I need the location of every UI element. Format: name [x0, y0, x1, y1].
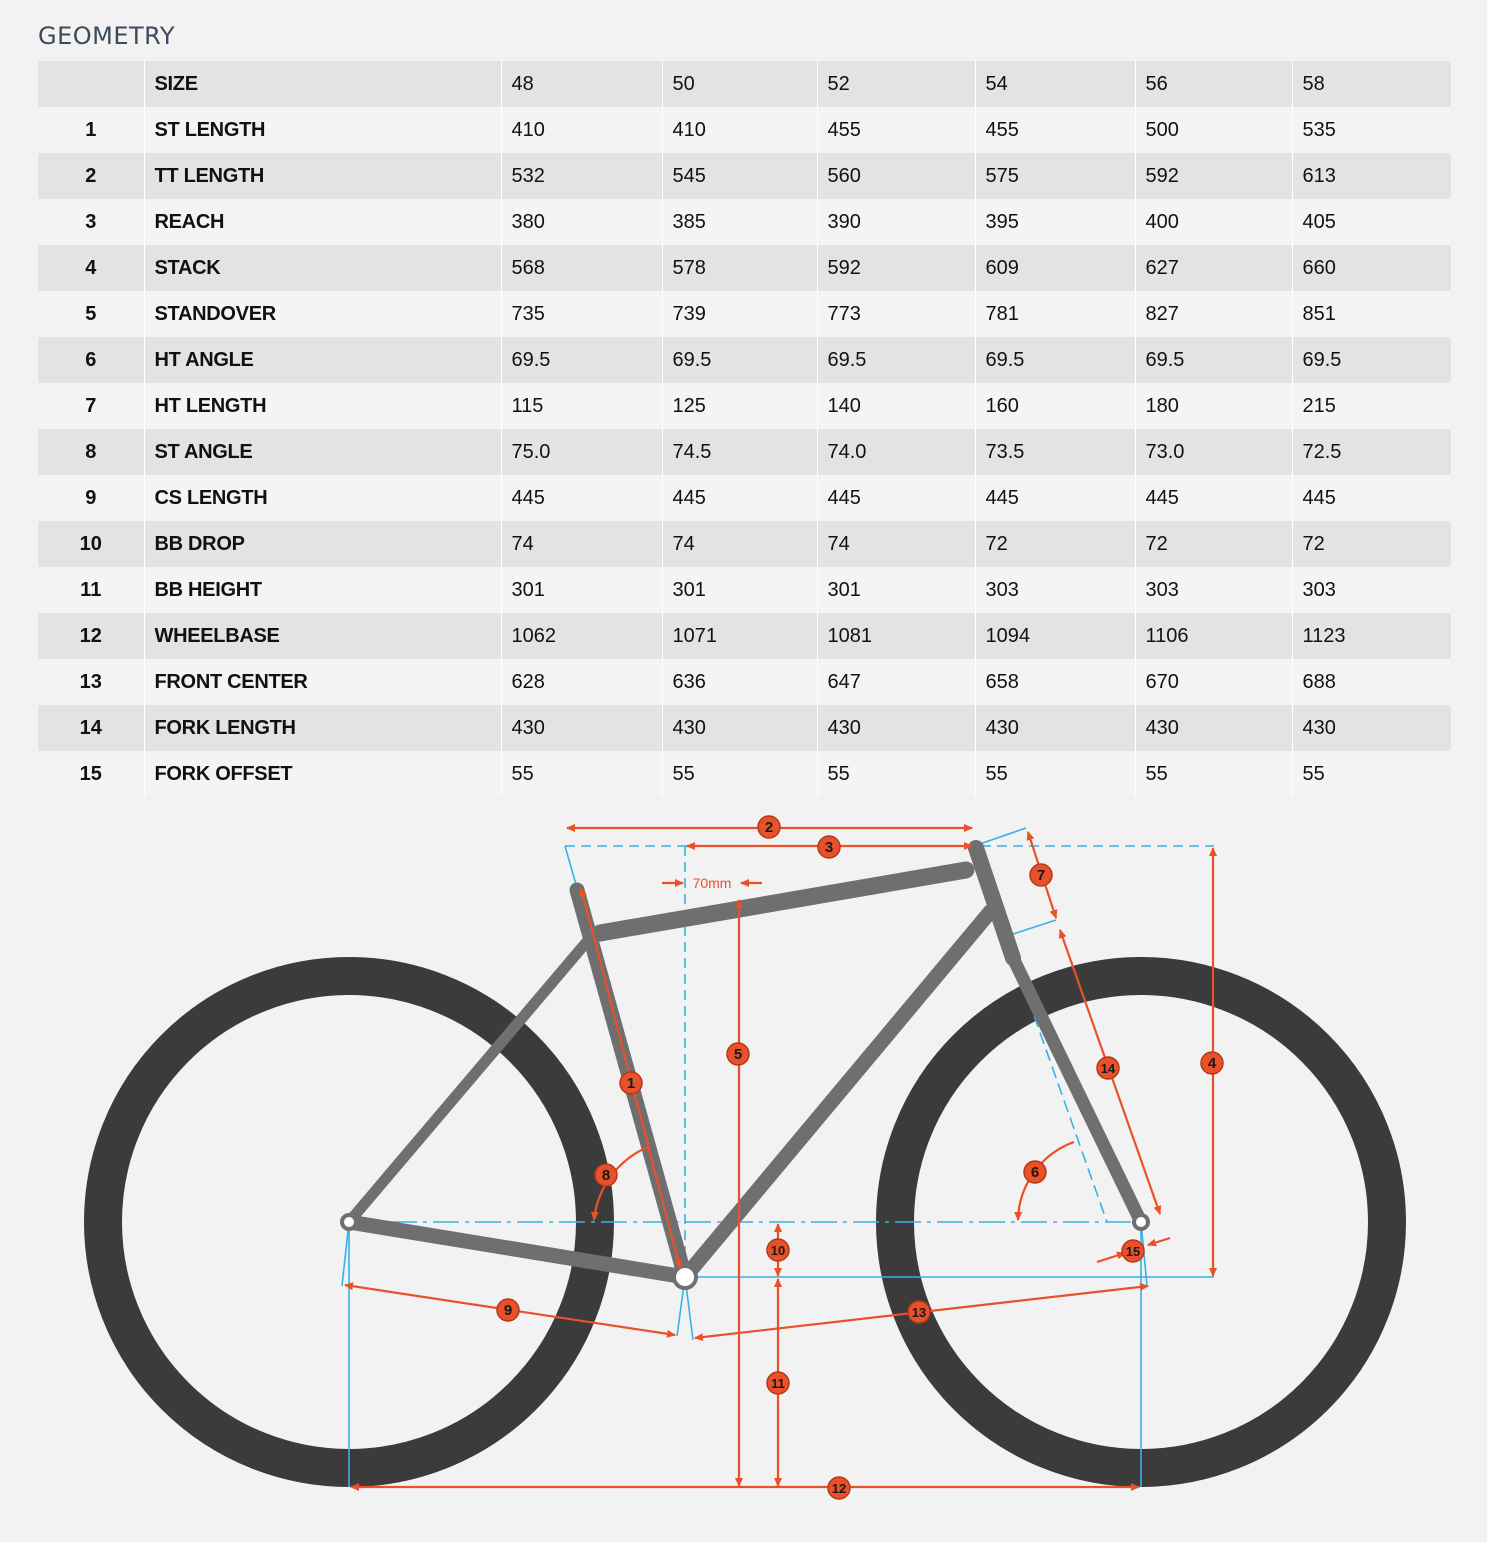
table-cell: 851 — [1292, 291, 1451, 337]
size-column-header: 52 — [817, 61, 975, 107]
table-cell: 74 — [662, 521, 817, 567]
table-cell: 658 — [975, 659, 1135, 705]
marker-label-5: 5 — [733, 1046, 743, 1063]
table-cell: 301 — [662, 567, 817, 613]
table-cell: 535 — [1292, 107, 1451, 153]
table-cell: 445 — [1292, 475, 1451, 521]
table-cell: 575 — [975, 153, 1135, 199]
table-cell: 445 — [975, 475, 1135, 521]
table-cell: 532 — [501, 153, 662, 199]
table-cell: 455 — [975, 107, 1135, 153]
table-cell: 69.5 — [662, 337, 817, 383]
table-cell: 609 — [975, 245, 1135, 291]
table-cell: 1071 — [662, 613, 817, 659]
size-column-header: 50 — [662, 61, 817, 107]
table-cell: 74 — [501, 521, 662, 567]
table-cell: 592 — [817, 245, 975, 291]
table-cell: 627 — [1135, 245, 1292, 291]
table-row — [38, 383, 1451, 429]
table-cell: 592 — [1135, 153, 1292, 199]
size-column-header: 56 — [1135, 61, 1292, 107]
page-title: GEOMETRY — [38, 22, 175, 50]
offset-label: 70mm — [692, 875, 732, 891]
row-number: 3 — [38, 199, 144, 245]
table-cell: 395 — [975, 199, 1135, 245]
table-cell: 628 — [501, 659, 662, 705]
table-row — [38, 245, 1451, 291]
size-column-header: 58 — [1292, 61, 1451, 107]
table-cell: 215 — [1292, 383, 1451, 429]
row-number: 2 — [38, 153, 144, 199]
marker-label-13: 13 — [911, 1305, 927, 1320]
table-cell: 1094 — [975, 613, 1135, 659]
table-row — [38, 567, 1451, 613]
table-cell: 55 — [501, 751, 662, 797]
table-row — [38, 475, 1451, 521]
table-cell: 688 — [1292, 659, 1451, 705]
table-row — [38, 199, 1451, 245]
table-cell: 430 — [1292, 705, 1451, 751]
table-cell: 636 — [662, 659, 817, 705]
table-cell: 430 — [975, 705, 1135, 751]
table-row — [38, 153, 1451, 199]
table-cell: 74 — [817, 521, 975, 567]
table-cell: 385 — [662, 199, 817, 245]
table-cell: 55 — [662, 751, 817, 797]
size-header: SIZE — [144, 61, 501, 107]
bottom-bracket — [674, 1266, 696, 1288]
table-cell: 1106 — [1135, 613, 1292, 659]
row-number: 9 — [38, 475, 144, 521]
marker-label-12: 12 — [831, 1481, 847, 1496]
rear-axle — [342, 1215, 356, 1229]
measurement-label: HT ANGLE — [144, 337, 501, 383]
row-number: 11 — [38, 567, 144, 613]
table-cell: 115 — [501, 383, 662, 429]
table-cell: 55 — [817, 751, 975, 797]
table-cell: 445 — [662, 475, 817, 521]
table-cell: 445 — [501, 475, 662, 521]
marker-label-3: 3 — [824, 839, 834, 856]
row-number: 4 — [38, 245, 144, 291]
table-row — [38, 751, 1451, 797]
table-cell: 670 — [1135, 659, 1292, 705]
table-cell: 55 — [1135, 751, 1292, 797]
bike-geometry-diagram — [0, 800, 1487, 1542]
table-cell: 430 — [817, 705, 975, 751]
table-row — [38, 659, 1451, 705]
table-cell: 400 — [1135, 199, 1292, 245]
measurement-label: FORK LENGTH — [144, 705, 501, 751]
table-cell: 1062 — [501, 613, 662, 659]
measurement-label: ST ANGLE — [144, 429, 501, 475]
table-row — [38, 337, 1451, 383]
measurement-label: REACH — [144, 199, 501, 245]
table-row — [38, 705, 1451, 751]
table-cell: 647 — [817, 659, 975, 705]
row-number: 5 — [38, 291, 144, 337]
table-cell: 430 — [662, 705, 817, 751]
marker-label-7: 7 — [1036, 867, 1046, 884]
table-cell: 430 — [501, 705, 662, 751]
row-number-header — [38, 61, 144, 107]
table-cell: 455 — [817, 107, 975, 153]
measurement-label: STANDOVER — [144, 291, 501, 337]
marker-label-14: 14 — [1100, 1061, 1116, 1076]
measurement-label: WHEELBASE — [144, 613, 501, 659]
marker-label-11: 11 — [771, 1376, 785, 1391]
front-axle — [1134, 1215, 1148, 1229]
table-cell: 613 — [1292, 153, 1451, 199]
table-cell: 410 — [662, 107, 817, 153]
table-cell: 72.5 — [1292, 429, 1451, 475]
table-cell: 180 — [1135, 383, 1292, 429]
table-cell: 410 — [501, 107, 662, 153]
table-row — [38, 291, 1451, 337]
row-number: 8 — [38, 429, 144, 475]
table-cell: 69.5 — [817, 337, 975, 383]
table-cell: 430 — [1135, 705, 1292, 751]
table-cell: 75.0 — [501, 429, 662, 475]
table-cell: 735 — [501, 291, 662, 337]
table-cell: 560 — [817, 153, 975, 199]
marker-label-6: 6 — [1030, 1164, 1040, 1181]
measurement-label: BB HEIGHT — [144, 567, 501, 613]
table-cell: 140 — [817, 383, 975, 429]
marker-label-10: 10 — [770, 1243, 786, 1258]
measurement-label: FRONT CENTER — [144, 659, 501, 705]
table-cell: 301 — [501, 567, 662, 613]
table-cell: 303 — [975, 567, 1135, 613]
table-cell: 55 — [975, 751, 1135, 797]
table-cell: 545 — [662, 153, 817, 199]
table-cell: 303 — [1135, 567, 1292, 613]
marker-label-8: 8 — [601, 1167, 611, 1184]
table-header-row — [38, 61, 1451, 107]
table-cell: 578 — [662, 245, 817, 291]
row-number: 12 — [38, 613, 144, 659]
table-cell: 500 — [1135, 107, 1292, 153]
table-cell: 160 — [975, 383, 1135, 429]
table-cell: 445 — [1135, 475, 1292, 521]
row-number: 7 — [38, 383, 144, 429]
marker-label-15: 15 — [1125, 1244, 1141, 1259]
marker-label-2: 2 — [764, 819, 774, 836]
measurement-label: TT LENGTH — [144, 153, 501, 199]
table-cell: 301 — [817, 567, 975, 613]
table-cell: 55 — [1292, 751, 1451, 797]
table-cell: 69.5 — [1292, 337, 1451, 383]
table-cell: 72 — [1292, 521, 1451, 567]
table-cell: 303 — [1292, 567, 1451, 613]
table-cell: 827 — [1135, 291, 1292, 337]
measurement-label: BB DROP — [144, 521, 501, 567]
measurement-label: FORK OFFSET — [144, 751, 501, 797]
row-number: 10 — [38, 521, 144, 567]
row-number: 13 — [38, 659, 144, 705]
table-cell: 405 — [1292, 199, 1451, 245]
table-cell: 390 — [817, 199, 975, 245]
table-cell: 445 — [817, 475, 975, 521]
table-row — [38, 107, 1451, 153]
table-row — [38, 613, 1451, 659]
table-cell: 739 — [662, 291, 817, 337]
marker-label-9: 9 — [503, 1302, 513, 1319]
table-cell: 72 — [975, 521, 1135, 567]
row-number: 6 — [38, 337, 144, 383]
marker-label-1: 1 — [626, 1075, 636, 1092]
row-number: 15 — [38, 751, 144, 797]
table-cell: 73.5 — [975, 429, 1135, 475]
size-column-header: 48 — [501, 61, 662, 107]
table-row — [38, 521, 1451, 567]
table-cell: 69.5 — [1135, 337, 1292, 383]
table-cell: 380 — [501, 199, 662, 245]
geometry-table — [38, 61, 1451, 797]
table-cell: 74.0 — [817, 429, 975, 475]
table-cell: 1123 — [1292, 613, 1451, 659]
measurement-label: ST LENGTH — [144, 107, 501, 153]
measurement-label: HT LENGTH — [144, 383, 501, 429]
table-cell: 125 — [662, 383, 817, 429]
table-cell: 773 — [817, 291, 975, 337]
table-row — [38, 429, 1451, 475]
table-cell: 660 — [1292, 245, 1451, 291]
table-cell: 69.5 — [975, 337, 1135, 383]
table-cell: 69.5 — [501, 337, 662, 383]
marker-label-4: 4 — [1207, 1055, 1217, 1072]
table-cell: 73.0 — [1135, 429, 1292, 475]
row-number: 1 — [38, 107, 144, 153]
table-cell: 74.5 — [662, 429, 817, 475]
table-cell: 72 — [1135, 521, 1292, 567]
row-number: 14 — [38, 705, 144, 751]
measurement-label: CS LENGTH — [144, 475, 501, 521]
table-cell: 1081 — [817, 613, 975, 659]
size-column-header: 54 — [975, 61, 1135, 107]
measurement-label: STACK — [144, 245, 501, 291]
table-cell: 568 — [501, 245, 662, 291]
table-cell: 781 — [975, 291, 1135, 337]
